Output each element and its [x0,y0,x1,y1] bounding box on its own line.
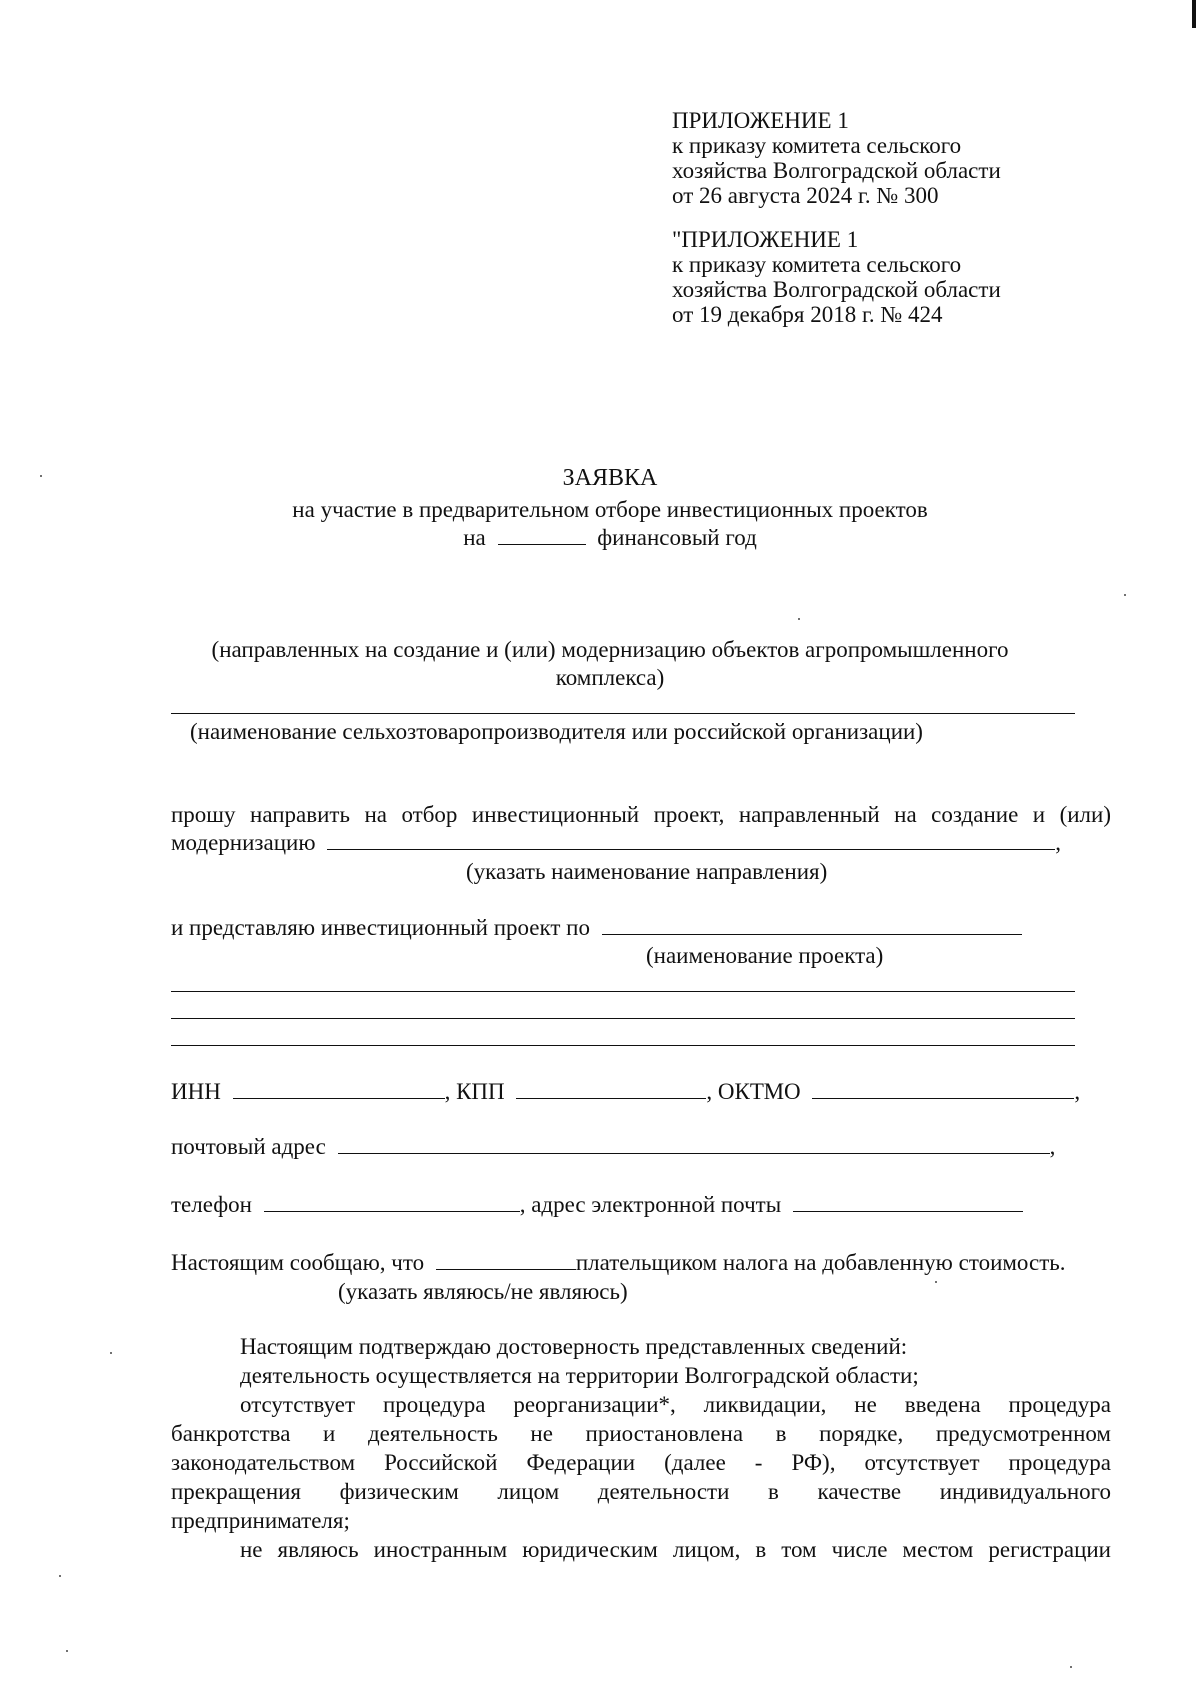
scan-edge-mark [1192,0,1196,28]
project-continuation-field[interactable] [171,991,1075,992]
year-prefix: на [463,525,486,550]
scan-speck [935,1281,937,1283]
appendix-current [672,108,1092,208]
purpose-line: комплекса) [555,665,665,690]
vat-prefix: Настоящим сообщаю, что [171,1250,425,1275]
address-label: почтовый адрес [171,1134,326,1159]
vat-status-field[interactable] [436,1251,576,1270]
kpp-label: , КПП [444,1079,505,1104]
vat-suffix: плательщиком налога на добавленную стоимость. [575,1250,1066,1275]
codes-line [171,1078,1080,1106]
vat-caption: (указать являюсь/не являюсь) [338,1279,628,1304]
confirm-block [171,1332,1111,1564]
request-line: прошу направить на отбор инвестиционный проект, направленный на создание и (или) [171,802,1111,827]
phone-field[interactable] [264,1193,520,1212]
financial-year-line [150,524,1070,552]
appendix-line: к приказу комитета сельского [672,252,962,277]
address-end: , [1049,1134,1056,1159]
financial-year-field[interactable] [498,526,586,545]
appendix-line: хозяйства Волгоградской области [672,277,1001,302]
project-continuation-field[interactable] [171,1018,1075,1019]
scan-speck [110,1352,112,1354]
appendix-previous [672,227,1092,327]
direction-field[interactable] [327,831,1055,850]
scan-speck [1070,1666,1072,1668]
direction-label: модернизацию [171,830,316,855]
email-label: , адрес электронной почты [519,1192,782,1217]
email-field[interactable] [793,1193,1023,1212]
appendix-line: к приказу комитета сельского [672,133,962,158]
confirm-item-line: законодательством Российской Федерации (далее - РФ), отсутствует процедура [171,1450,1111,1475]
confirm-intro: Настоящим подтверждаю достоверность представленных сведений: [240,1334,908,1359]
oktmo-field[interactable] [812,1080,1074,1099]
contacts-line [171,1191,1023,1219]
applicant-name-field[interactable] [171,713,1075,714]
postal-address-field[interactable] [338,1135,1050,1154]
phone-label: телефон [171,1192,252,1217]
project-line [171,914,1022,942]
appendix-line: от 26 августа 2024 г. № 300 [672,183,939,208]
appendix-title: "ПРИЛОЖЕНИЕ 1 [672,227,859,252]
oktmo-label: , ОКТМО [706,1079,801,1104]
appendix-line: хозяйства Волгоградской области [672,158,1001,183]
confirm-item-line: банкротства и деятельность не приостановлена в порядке, предусмотренном [171,1421,1111,1446]
kpp-field[interactable] [516,1080,706,1099]
scan-speck [40,475,42,477]
confirm-item-line: предпринимателя; [171,1508,350,1533]
project-field[interactable] [602,916,1022,935]
address-line [171,1133,1055,1161]
project-caption: (наименование проекта) [646,943,884,968]
scan-speck [59,1575,61,1577]
confirm-item: не являюсь иностранным юридическим лицом, в том числе местом регистрации [240,1537,1111,1562]
vat-line [171,1249,1066,1277]
project-label: и представляю инвестиционный проект по [171,915,590,940]
inn-field[interactable] [233,1080,445,1099]
direction-end: , [1055,830,1062,855]
scan-speck [798,618,800,620]
appendix-title: ПРИЛОЖЕНИЕ 1 [672,108,849,133]
purpose-line: (направленных на создание и (или) модернизацию объектов агропромышленного [211,637,1009,662]
year-suffix: финансовый год [597,525,757,550]
scan-speck [1124,594,1126,596]
scan-speck [66,1650,68,1652]
appendix-line: от 19 декабря 2018 г. № 424 [672,302,943,327]
form-title: ЗАЯВКА [562,465,658,491]
inn-label: ИНН [171,1079,221,1104]
direction-line [171,829,1061,857]
direction-caption: (указать наименование направления) [466,859,828,884]
applicant-name-caption: (наименование сельхозтоваропроизводителя или российской организации) [190,719,923,744]
confirm-item-line: прекращения физическим лицом деятельности в качестве индивидуального [171,1479,1111,1504]
confirm-item: деятельность осуществляется на территории Волгоградской области; [240,1363,919,1388]
codes-end: , [1074,1079,1081,1104]
project-continuation-field[interactable] [171,1045,1075,1046]
confirm-item: отсутствует процедура реорганизации*, ликвидации, не введена процедура [240,1392,1111,1417]
form-subtitle: на участие в предварительном отборе инвестиционных проектов [292,497,928,522]
